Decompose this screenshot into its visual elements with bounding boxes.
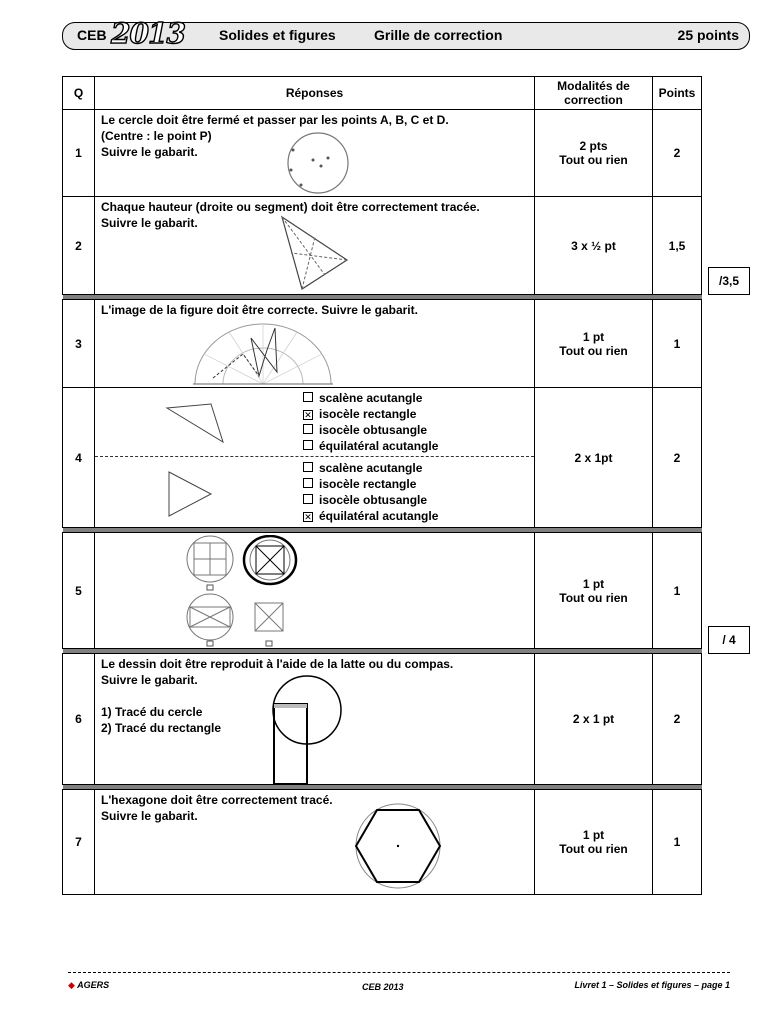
- choice-item[interactable]: scalène acutangle: [303, 390, 438, 406]
- modalite-line: 2 pts: [579, 139, 608, 153]
- triangle-figure-b: [165, 470, 215, 522]
- answer-cell: [95, 388, 535, 528]
- choices-group-b: [303, 460, 438, 524]
- divider: [95, 456, 534, 457]
- modalite-line: 1 pt: [582, 828, 605, 842]
- triangle-heights-figure: [277, 215, 357, 293]
- checkbox[interactable]: [303, 494, 313, 504]
- answer-line: Suivre le gabarit.: [101, 809, 198, 823]
- points-cell: 2: [653, 110, 702, 197]
- table-row: [63, 654, 702, 785]
- modalite-line: 2 x 1pt: [574, 450, 613, 465]
- table-row: [63, 197, 702, 295]
- answer-line: 2) Tracé du rectangle: [101, 721, 222, 735]
- subtotal-box: /3,5: [708, 267, 750, 295]
- answer-line: Le cercle doit être fermé et passer par les points A, B, C et D.: [101, 113, 449, 127]
- protractor-figure: [193, 320, 333, 386]
- modalite-line: 1 pt: [582, 329, 605, 344]
- answer-text: [101, 792, 333, 824]
- choice-item[interactable]: scalène acutangle: [303, 460, 438, 476]
- modalite-line: Tout ou rien: [559, 590, 628, 605]
- modalite-cell: [535, 654, 653, 785]
- modalite-cell: [535, 388, 653, 528]
- modalite-cell: [535, 300, 653, 388]
- checkbox[interactable]: [303, 478, 313, 488]
- answer-line: L'hexagone doit être correctement tracé.: [101, 793, 333, 807]
- col-modalites: Modalités de correction: [535, 77, 653, 110]
- footer-line: [68, 972, 730, 973]
- checkbox[interactable]: [303, 392, 313, 402]
- footer-logo: ◆ AGERS: [68, 980, 110, 990]
- question-number: 4: [63, 388, 95, 528]
- choice-item[interactable]: isocèle obtusangle: [303, 492, 438, 508]
- col-points: Points: [653, 77, 702, 110]
- answer-line: L'image de la figure doit être correcte. Suivre le gabarit.: [101, 303, 418, 317]
- triangle-figure-a: [161, 402, 231, 446]
- question-number: 5: [63, 533, 95, 649]
- modalite-cell: [535, 533, 653, 649]
- modalite-line: 1 pt: [582, 576, 605, 591]
- answer-cell: [95, 197, 535, 295]
- question-number: 7: [63, 790, 95, 895]
- table-row: [63, 300, 702, 388]
- header-year: 2013: [111, 17, 185, 50]
- circle-figure: [273, 130, 363, 196]
- answer-cell: [95, 533, 535, 649]
- choice-item[interactable]: ✕ équilatéral acutangle: [304, 509, 439, 523]
- answer-line: Suivre le gabarit.: [101, 673, 198, 687]
- checkbox[interactable]: [303, 462, 313, 472]
- answer-cell: [95, 300, 535, 388]
- header-total-points: 25 points: [677, 27, 739, 43]
- modalite-cell: [535, 110, 653, 197]
- hexagon-figure: [351, 802, 445, 890]
- question-number: 6: [63, 654, 95, 785]
- choice-item[interactable]: isocèle obtusangle: [303, 422, 438, 438]
- answer-line: Suivre le gabarit.: [101, 145, 198, 159]
- circle-rectangle-figure: [271, 674, 345, 786]
- answer-cell: [95, 110, 535, 197]
- table-row: [63, 388, 702, 528]
- answer-line: 1) Tracé du cercle: [101, 705, 203, 719]
- modalite-line: Tout ou rien: [559, 153, 628, 167]
- col-reponses: Réponses: [95, 77, 535, 110]
- points-cell: 1: [653, 300, 702, 388]
- header-grid-label: Grille de correction: [374, 27, 503, 43]
- subtotal-box: / 4: [708, 626, 750, 654]
- points-cell: 2: [653, 654, 702, 785]
- header-bar: [62, 17, 750, 50]
- answer-line: Le dessin doit être reproduit à l'aide de la latte ou du compas.: [101, 657, 454, 671]
- checkbox-checked[interactable]: ✕: [304, 512, 312, 522]
- answer-cell: [95, 790, 535, 895]
- question-number: 3: [63, 300, 95, 388]
- modalite-cell: [535, 197, 653, 295]
- checkbox-checked[interactable]: ✕: [304, 410, 312, 420]
- table-row: [63, 110, 702, 197]
- modalite-cell: [535, 790, 653, 895]
- points-cell: 1,5: [653, 197, 702, 295]
- modalite-line: 3 x ½ pt: [571, 238, 616, 253]
- answer-cell: [95, 654, 535, 785]
- shapes-choice-figure: [183, 535, 303, 647]
- answer-line: Chaque hauteur (droite ou segment) doit être correctement tracée.: [101, 200, 480, 214]
- table-header-row: [63, 77, 702, 110]
- modalite-line: Tout ou rien: [559, 842, 628, 856]
- table-row: [63, 790, 702, 895]
- answer-line: (Centre : le point P): [101, 129, 212, 143]
- modalite-line: 2 x 1 pt: [572, 712, 615, 726]
- header-title: Solides et figures: [219, 27, 336, 43]
- choice-item[interactable]: isocèle rectangle: [303, 476, 438, 492]
- modalite-line: Tout ou rien: [559, 343, 628, 358]
- points-cell: 2: [653, 388, 702, 528]
- points-cell: 1: [653, 533, 702, 649]
- checkbox[interactable]: [303, 440, 313, 450]
- header-ceb: CEB: [77, 27, 107, 43]
- points-cell: 1: [653, 790, 702, 895]
- choices-group-a: [303, 390, 438, 454]
- footer-page: Livret 1 – Solides et figures – page 1: [574, 980, 730, 990]
- answer-text: [101, 302, 418, 318]
- question-number: 1: [63, 110, 95, 197]
- choice-item[interactable]: ✕ isocèle rectangle: [304, 407, 417, 421]
- col-q: Q: [63, 77, 95, 110]
- choice-item[interactable]: équilatéral acutangle: [303, 438, 438, 454]
- table-row: [63, 533, 702, 649]
- footer-center: CEB 2013: [362, 982, 404, 992]
- checkbox[interactable]: [303, 424, 313, 434]
- correction-table: [62, 76, 702, 895]
- answer-line: Suivre le gabarit.: [101, 216, 198, 230]
- question-number: 2: [63, 197, 95, 295]
